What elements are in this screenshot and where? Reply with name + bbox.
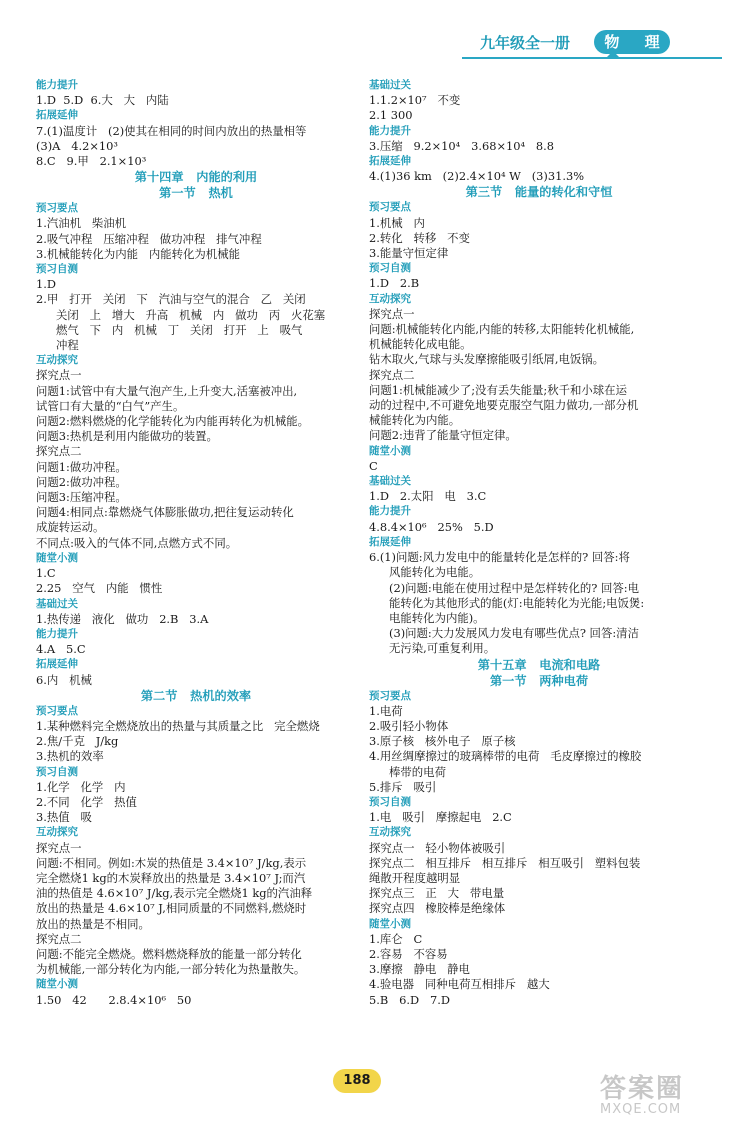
section-label: 预习自测: [369, 262, 411, 275]
section-label: 随堂小测: [36, 978, 78, 991]
answer-line: (3)A 4.2×10³: [36, 138, 118, 153]
answer-line: 试管口有大量的“白气”产生。: [36, 398, 185, 413]
answer-line: 问题1:做功冲程。: [36, 459, 127, 474]
answer-line: 问题1:机械能减少了;没有丢失能量;秋千和小球在运: [369, 382, 627, 397]
answer-line: 成旋转运动。: [36, 520, 105, 535]
answer-line: 问题:不相同。例如:木炭的热值是 3.4×10⁷ J/kg,表示: [36, 855, 307, 870]
watermark-url: MXQE.COM: [600, 1102, 682, 1117]
answer-line: 电能转化为内能)。: [389, 610, 485, 625]
section-heading: 第十四章 内能的利用: [134, 170, 258, 185]
answer-line: 2.甲 打开 关闭 下 汽油与空气的混合 乙 关闭: [36, 292, 306, 307]
answer-line: 探究点四 橡胶棒是绝缘体: [369, 901, 506, 916]
answer-line: 5.排斥 吸引: [369, 779, 437, 794]
answer-line: 机械能转化成电能。: [369, 337, 472, 352]
answer-line: 2.吸气冲程 压缩冲程 做功冲程 排气冲程: [36, 231, 262, 246]
answer-line: 为机械能,一部分转化为内能,一部分转化为热量散失。: [36, 962, 306, 977]
page-number: 188: [333, 1069, 381, 1093]
page-header: [0, 0, 750, 62]
answer-line: 动的过程中,不可避免地要克服空气阻力做功,一部分机: [369, 398, 639, 413]
answer-line: 探究点一 轻小物体被吸引: [369, 840, 506, 855]
answer-line: 1.某种燃料完全燃烧放出的热量与其质量之比 完全燃烧: [36, 718, 320, 733]
answer-line: 6.内 机械: [36, 672, 92, 687]
section-label: 随堂小测: [36, 551, 78, 564]
section-label: 拓展延伸: [369, 155, 411, 168]
answer-line: 探究点二: [36, 444, 82, 459]
section-heading: 第三节 能量的转化和守恒: [465, 185, 613, 200]
section-label: 互动探究: [369, 292, 411, 305]
grade-label: 九年级全一册: [480, 34, 571, 52]
section-label: 预习自测: [369, 795, 411, 808]
left-column: [36, 78, 356, 1008]
answer-line: 1.库仑 C: [369, 931, 423, 946]
answer-line: 探究点二: [369, 367, 415, 382]
answer-line: 2.转化 转移 不变: [369, 230, 470, 245]
answer-line: 3.热值 吸: [36, 810, 92, 825]
answer-line: 3.热机的效率: [36, 749, 104, 764]
answer-line: 棒带的电荷: [389, 764, 446, 779]
answer-line: 探究点一: [36, 840, 82, 855]
section-label: 预习要点: [36, 202, 78, 215]
answer-line: (2)问题:电能在使用过程中是怎样转化的? 回答:电: [389, 580, 639, 595]
section-label: 能力提升: [36, 627, 78, 640]
answer-line: 4.8.4×10⁶ 25% 5.D: [369, 519, 494, 534]
answer-line: 探究点一: [36, 368, 82, 383]
answer-line: 3.机械能转化为内能 内能转化为机械能: [36, 246, 240, 261]
answer-line: 1.D 2.太阳 电 3.C: [369, 489, 487, 504]
answer-line: C: [369, 458, 378, 473]
answer-line: 问题1:试管中有大量气泡产生,上升变大,活塞被冲出,: [36, 383, 298, 398]
answer-line: 问题2:做功冲程。: [36, 474, 127, 489]
answer-line: 问题:不能完全燃烧。燃料燃烧释放的能量一部分转化: [36, 946, 302, 961]
subject-tab: 物 理: [594, 30, 670, 54]
answer-line: 6.(1)问题:风力发电中的能量转化是怎样的? 回答:将: [369, 550, 630, 565]
answer-line: 2.1 300: [369, 108, 413, 123]
answer-line: 1.电 吸引 摩擦起电 2.C: [369, 810, 512, 825]
answer-line: 问题3:压缩冲程。: [36, 490, 127, 505]
answer-line: 3.能量守恒定律: [369, 246, 449, 261]
answer-line: 绳散开程度越明显: [369, 870, 461, 885]
answer-line: 2.不同 化学 热值: [36, 794, 137, 809]
section-label: 互动探究: [36, 354, 78, 367]
answer-line: 7.(1)温度计 (2)使其在相同的时间内放出的热量相等: [36, 123, 307, 138]
answer-line: 不同点:吸入的气体不同,点燃方式不同。: [36, 535, 238, 550]
answer-line: 放出的热量是 4.6×10⁷ J,相同质量的不同燃料,燃烧时: [36, 901, 307, 916]
answer-line: 4.A 5.C: [36, 642, 86, 657]
answer-line: 4.(1)36 km (2)2.4×10⁴ W (3)31.3%: [369, 169, 585, 184]
section-label: 拓展延伸: [36, 658, 78, 671]
section-label: 基础过关: [36, 597, 78, 610]
answer-line: 燃气 下 内 机械 丁 关闭 打开 上 吸气: [56, 322, 303, 337]
answer-line: 1.机械 内: [369, 215, 425, 230]
answer-line: 4.用丝绸摩擦过的玻璃棒带的电荷 毛皮摩擦过的橡胶: [369, 749, 642, 764]
answer-line: 1.1.2×10⁷ 不变: [369, 93, 461, 108]
section-label: 基础过关: [369, 79, 411, 91]
section-label: 拓展延伸: [369, 535, 411, 548]
section-heading: 第一节 热机: [159, 186, 233, 201]
section-heading: 第二节 热机的效率: [140, 688, 252, 703]
answer-line: 1.化学 化学 内: [36, 779, 126, 794]
section-label: 基础过关: [369, 475, 411, 488]
section-label: 随堂小测: [369, 444, 411, 457]
answer-line: 1.D 2.B: [369, 276, 420, 291]
answer-line: 1.C: [36, 566, 56, 581]
section-label: 互动探究: [369, 826, 411, 839]
answer-line: 无污染,可重复利用。: [389, 641, 496, 656]
answer-line: 3.原子核 核外电子 原子核: [369, 734, 516, 749]
answer-line: 1.D 5.D 6.大 大 内陆: [36, 93, 169, 108]
section-label: 能力提升: [369, 505, 411, 518]
answer-line: 能转化为其他形式的能(灯:电能转化为光能;电饭煲:: [389, 595, 645, 610]
section-label: 预习要点: [36, 704, 78, 717]
answer-line: 2.25 空气 内能 惯性: [36, 581, 163, 596]
answer-line: 1.电荷: [369, 703, 403, 718]
answer-line: 4.验电器 同种电荷互相排斥 越大: [369, 977, 550, 992]
answer-line: 1.D: [36, 277, 57, 292]
answer-line: 探究点三 正 大 带电量: [369, 886, 505, 901]
answer-line: 1.50 42 2.8.4×10⁶ 50: [36, 992, 192, 1007]
answer-line: 8.C 9.甲 2.1×10³: [36, 154, 147, 169]
section-label: 能力提升: [36, 79, 78, 91]
answer-line: 探究点二 相互排斥 相互排斥 相互吸引 塑料包装: [369, 855, 641, 870]
answer-line: 问题3:热机是利用内能做功的装置。: [36, 429, 218, 444]
right-column: [369, 78, 709, 1008]
section-label: 预习自测: [36, 263, 78, 276]
answer-line: 油的热值是 4.6×10⁷ J/kg,表示完全燃烧1 kg的汽油释: [36, 886, 313, 901]
watermark-logo: [600, 1075, 740, 1119]
answer-line: 3.摩擦 静电 静电: [369, 962, 470, 977]
answer-line: 1.汽油机 柴油机: [36, 216, 127, 231]
answer-line: 放出的热量是不相同。: [36, 916, 150, 931]
section-heading: 第十五章 电流和电路: [477, 657, 601, 672]
answer-line: 2.焦/千克 J/kg: [36, 734, 119, 749]
answer-line: 2.吸引轻小物体: [369, 718, 449, 733]
answer-line: 问题4:相同点:靠燃烧气体膨胀做功,把往复运动转化: [36, 505, 294, 520]
answer-line: 问题2:违背了能量守恒定律。: [369, 428, 517, 443]
section-label: 预习要点: [369, 201, 411, 214]
section-label: 预习自测: [36, 765, 78, 778]
answer-line: 探究点一: [369, 306, 415, 321]
answer-line: 械能转化为内能。: [369, 413, 461, 428]
answer-line: 探究点二: [36, 931, 82, 946]
answer-line: 钻木取火,气球与头发摩擦能吸引纸屑,电饭锅。: [369, 352, 605, 367]
answer-line: 风能转化为电能。: [389, 565, 481, 580]
header-rule: [462, 57, 722, 59]
section-heading: 第一节 两种电荷: [489, 673, 589, 688]
answer-line: 完全燃烧1 kg的木炭释放出的热量是 3.4×10⁷ J;而汽: [36, 870, 306, 885]
answer-line: 关闭 上 增大 升高 机械 内 做功 丙 火花塞: [56, 307, 326, 322]
answer-line: 2.容易 不容易: [369, 946, 448, 961]
answer-line: 问题:机械能转化内能,内能的转移,太阳能转化机械能,: [369, 322, 635, 337]
answer-line: 冲程: [56, 338, 79, 353]
section-label: 预习要点: [369, 689, 411, 702]
section-label: 随堂小测: [369, 917, 411, 930]
answer-line: 3.压缩 9.2×10⁴ 3.68×10⁴ 8.8: [369, 138, 555, 153]
answer-line: (3)问题:大力发展风力发电有哪些优点? 回答:清洁: [389, 626, 639, 641]
section-label: 互动探究: [36, 826, 78, 839]
answer-line: 5.B 6.D 7.D: [369, 992, 450, 1007]
answer-line: 问题2:燃料燃烧的化学能转化为内能再转化为机械能。: [36, 414, 310, 429]
watermark-text: 答案圈: [600, 1074, 685, 1104]
section-label: 拓展延伸: [36, 109, 78, 122]
section-label: 能力提升: [369, 124, 411, 137]
answer-line: 1.热传递 液化 做功 2.B 3.A: [36, 611, 209, 626]
